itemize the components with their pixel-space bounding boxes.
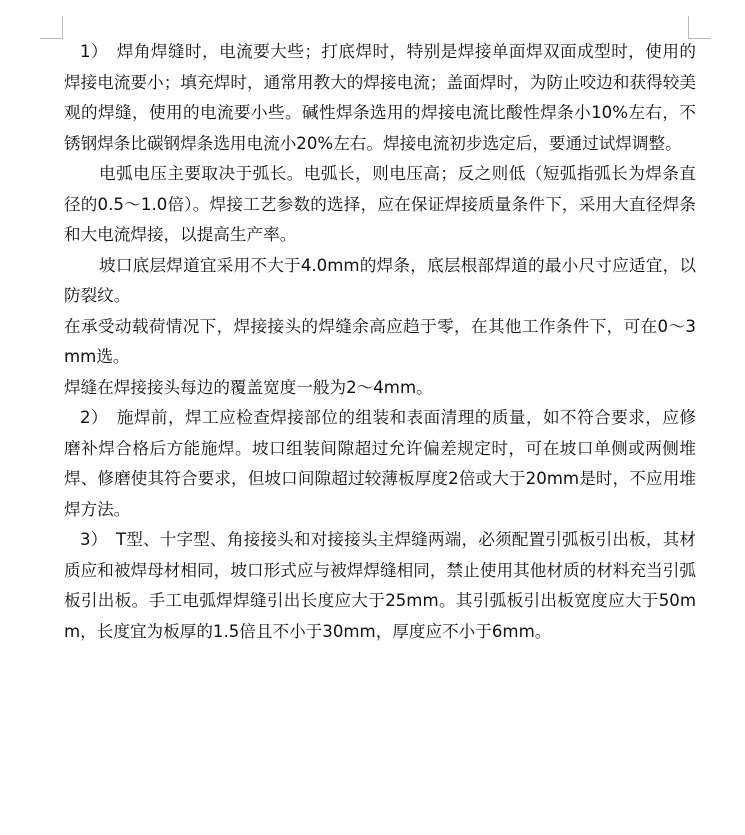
margin-corner-top-right (688, 16, 711, 39)
document-body (64, 37, 696, 647)
paragraph-4: 在承受动载荷情况下，焊接接头的焊缝余高应趋于零，在其他工作条件下，可在0～3mm选。 (64, 316, 696, 366)
paragraph-5: 焊缝在焊接接头每边的覆盖宽度一般为2～4mm。 (64, 377, 433, 397)
paragraph-7: 3） T型、十字型、角接接头和对接接头主焊缝两端，必须配置引弧板引出板，其材质应和被焊母材相同，坡口形式应与被焊焊缝相同，禁止使用其他材质的材料充当引弧板引出板。手工电弧焊焊缝引出长度应大于25mm。其引弧板引出板宽度应大于50mm，长度宜为板厚的1.5倍且不小于30mm，厚度应不小于6mm。 (64, 530, 696, 641)
paragraph-6: 2） 施焊前，焊工应检查焊接部位的组装和表面清理的质量，如不符合要求，应修磨补焊合格后方能施焊。坡口组装间隙超过允许偏差规定时，可在坡口单侧或两侧堆焊、修磨使其符合要求，但坡口间隙超过较薄板厚度2倍或大于20mm是时，不应用堆焊方法。 (64, 408, 696, 519)
paragraph-1: 1） 焊角焊缝时，电流要大些；打底焊时，特别是焊接单面焊双面成型时，使用的焊接电流要小；填充焊时，通常用教大的焊接电流；盖面焊时，为防止咬边和获得较美观的焊缝，使用的电流要小些。碱性焊条选用的焊接电流比酸性焊条小10%左右，不锈钢焊条比碳钢焊条选用电流小20%左右。焊接电流初步选定后，要通过试焊调整。 (64, 42, 696, 153)
paragraph-3: 坡口底层焊道宜采用不大于4.0mm的焊条，底层根部焊道的最小尺寸应适宜，以防裂纹。 (64, 255, 696, 305)
paragraph-2: 电弧电压主要取决于弧长。电弧长，则电压高；反之则低（短弧指弧长为焊条直径的0.5～1.0倍）。焊接工艺参数的选择，应在保证焊接质量条件下，采用大直径焊条和大电流焊接，以提高生产率。 (64, 164, 696, 244)
margin-corner-top-left (40, 16, 63, 39)
